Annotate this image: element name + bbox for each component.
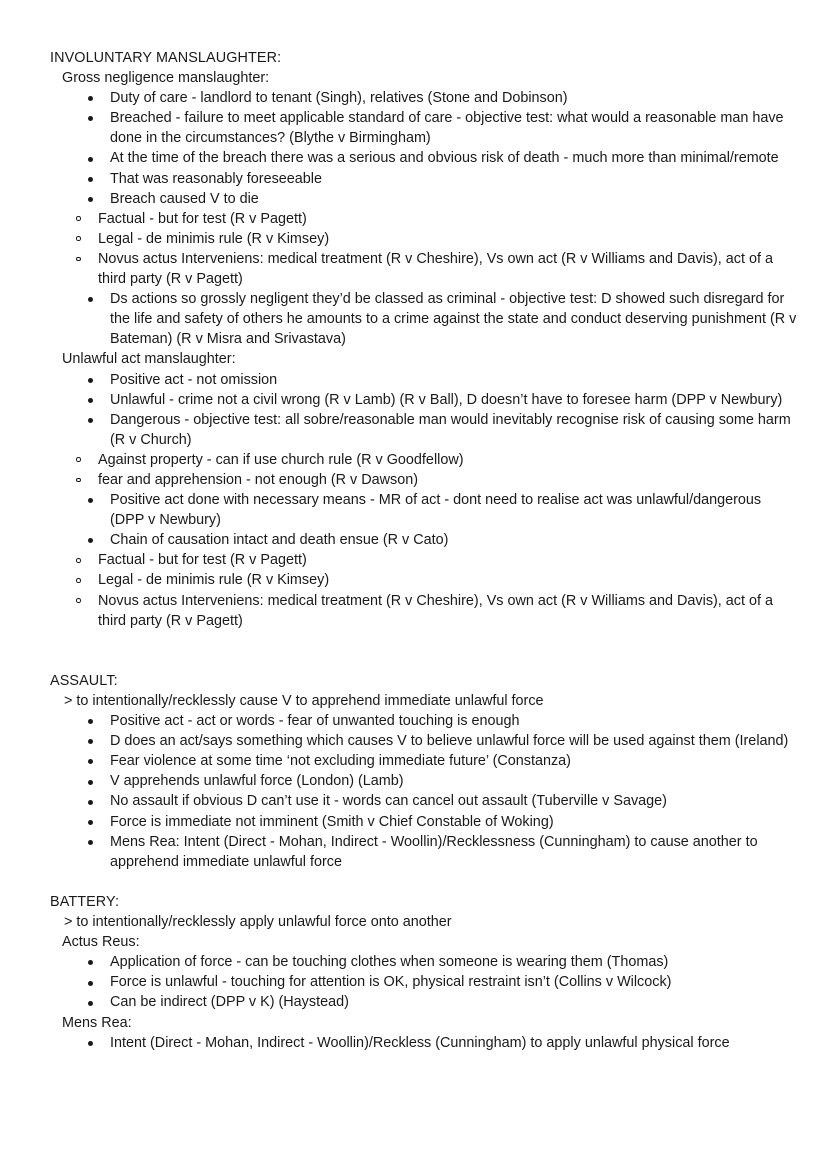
- list-item: Application of force - can be touching clothes when someone is wearing them (Thomas): [50, 952, 798, 972]
- section-gap: [50, 872, 798, 892]
- list-item: Positive act done with necessary means - MR of act - dont need to realise act was unlawful/dangerous (DPP v Newbury): [50, 490, 798, 530]
- list-item: No assault if obvious D can’t use it - words can cancel out assault (Tuberville v Savage): [50, 791, 798, 811]
- section-heading-battery: BATTERY:: [50, 893, 120, 910]
- list-item: Can be indirect (DPP v K) (Haystead): [50, 992, 798, 1012]
- list-item: Ds actions so grossly negligent they’d be classed as criminal - objective test: D showed such disregard for the life and safety of others he amounts to a crime against the state and conduct deserving punishment (R v Bateman) (R v Misra and Srivastava): [50, 289, 798, 349]
- list-item: Mens Rea: Intent (Direct - Mohan, Indirect - Woollin)/Recklessness (Cunningham) to cause another to apprehend immediate unlawful force: [50, 832, 798, 872]
- document-body: [50, 48, 798, 1053]
- list-item: Breach caused V to die: [50, 189, 798, 209]
- list-item: Force is unlawful - touching for attention is OK, physical restraint isn’t (Collins v Wilcock): [50, 972, 798, 992]
- list-item: Breached - failure to meet applicable standard of care - objective test: what would a reasonable man have done in the circumstances? (Blythe v Birmingham): [50, 108, 798, 148]
- list-item: V apprehends unlawful force (London) (Lamb): [50, 771, 798, 791]
- subsection-heading-mens-rea: Mens Rea:: [62, 1014, 132, 1031]
- assault-definition: > to intentionally/recklessly cause V to apprehend immediate unlawful force: [64, 693, 544, 709]
- list-item: That was reasonably foreseeable: [50, 169, 798, 189]
- subsection-heading-gross-negligence: Gross negligence manslaughter:: [62, 70, 270, 87]
- list-item: At the time of the breach there was a serious and obvious risk of death - much more than minimal/remote: [50, 148, 798, 168]
- bullet-list-assault: [50, 711, 798, 872]
- list-item: Chain of causation intact and death ensue (R v Cato): [50, 530, 798, 550]
- list-item: Positive act - not omission: [50, 370, 798, 390]
- subsection-heading-unlawful-act: Unlawful act manslaughter:: [62, 351, 236, 368]
- list-item: Dangerous - objective test: all sobre/reasonable man would inevitably recognise risk of causing some harm (R v Church): [50, 410, 798, 450]
- bullet-list-unlawful-act-cont: [50, 490, 798, 550]
- list-item: Unlawful - crime not a civil wrong (R v Lamb) (R v Ball), D doesn’t have to foresee harm (DPP v Newbury): [50, 390, 798, 410]
- list-item: D does an act/says something which causes V to believe unlawful force will be used against them (Ireland): [50, 731, 798, 751]
- subsection-heading-actus-reus: Actus Reus:: [62, 934, 140, 951]
- list-item: Factual - but for test (R v Pagett): [50, 550, 798, 570]
- list-item: Against property - can if use church rule (R v Goodfellow): [50, 450, 798, 470]
- list-item: Fear violence at some time ‘not excluding immediate future’ (Constanza): [50, 751, 798, 771]
- list-item: Legal - de minimis rule (R v Kimsey): [50, 570, 798, 590]
- section-heading-involuntary-manslaughter: INVOLUNTARY MANSLAUGHTER:: [50, 50, 282, 66]
- bullet-list-gross-negligence-cont: [50, 289, 798, 349]
- list-item: Novus actus Interveniens: medical treatment (R v Cheshire), Vs own act (R v Williams and Davis), act of a third party (R v Pagett): [50, 249, 798, 289]
- bullet-list-unlawful-act: [50, 370, 798, 450]
- bullet-list-gross-negligence: [50, 88, 798, 209]
- list-item: Duty of care - landlord to tenant (Singh), relatives (Stone and Dobinson): [50, 88, 798, 108]
- list-item: Legal - de minimis rule (R v Kimsey): [50, 229, 798, 249]
- bullet-list-battery-actus-reus: [50, 952, 798, 1012]
- list-item: Intent (Direct - Mohan, Indirect - Woollin)/Reckless (Cunningham) to apply unlawful physical force: [50, 1033, 798, 1053]
- sub-bullet-list-chain-of-causation: [50, 550, 798, 630]
- section-gap: [50, 631, 798, 671]
- sub-bullet-list-dangerous: [50, 450, 798, 490]
- bullet-list-battery-mens-rea: [50, 1033, 798, 1053]
- list-item: Factual - but for test (R v Pagett): [50, 209, 798, 229]
- list-item: fear and apprehension - not enough (R v Dawson): [50, 470, 798, 490]
- list-item: Positive act - act or words - fear of unwanted touching is enough: [50, 711, 798, 731]
- sub-bullet-list-breach-caused-v-to-die: [50, 209, 798, 289]
- battery-definition: > to intentionally/recklessly apply unlawful force onto another: [64, 914, 452, 931]
- list-item: Force is immediate not imminent (Smith v Chief Constable of Woking): [50, 812, 798, 832]
- section-heading-assault: ASSAULT:: [50, 672, 118, 689]
- list-item: Novus actus Interveniens: medical treatment (R v Cheshire), Vs own act (R v Williams and Davis), act of a third party (R v Pagett): [50, 591, 798, 631]
